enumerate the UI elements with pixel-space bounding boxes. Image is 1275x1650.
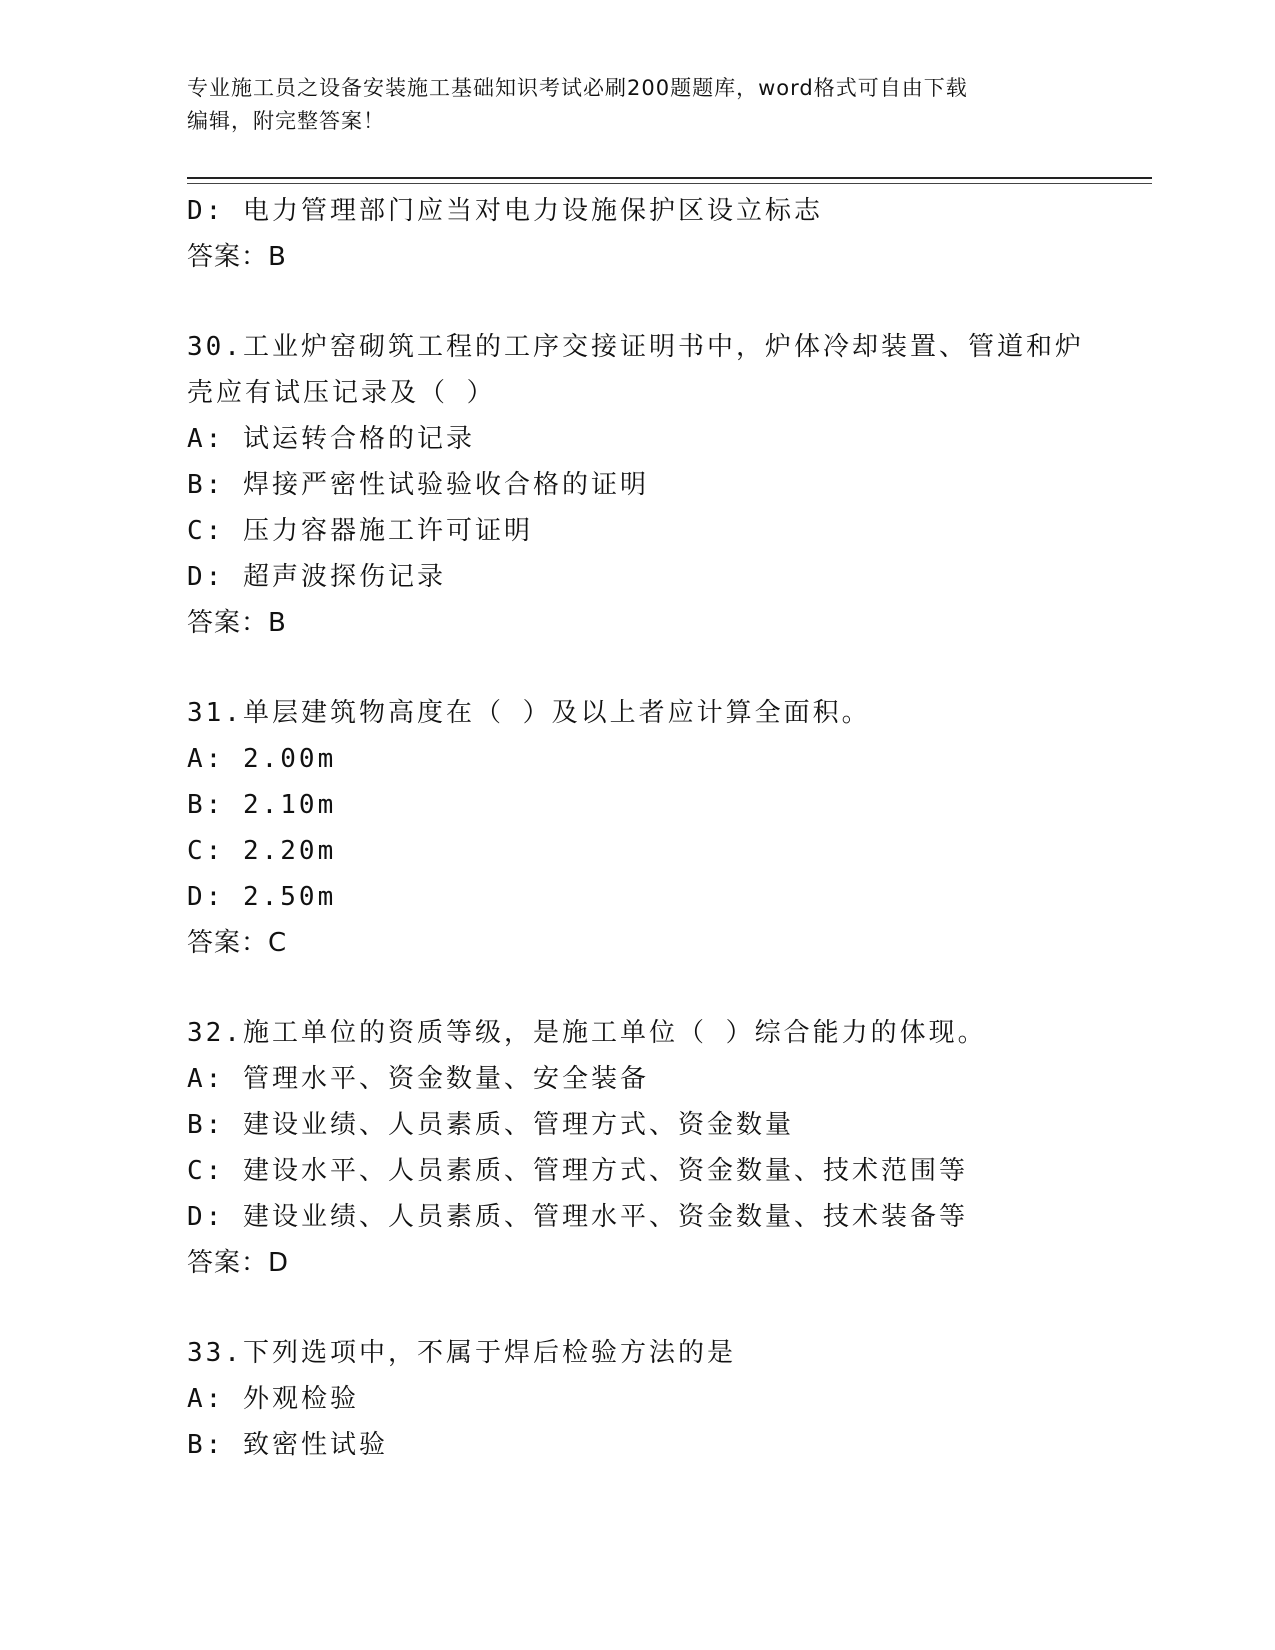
option-b: B: 2.10m bbox=[187, 790, 337, 820]
header-divider-thin bbox=[187, 183, 1152, 184]
option-d: D: 2.50m bbox=[187, 882, 337, 912]
question-stem: 33.下列选项中，不属于焊后检验方法的是 bbox=[187, 1338, 736, 1368]
spacer bbox=[187, 646, 1087, 690]
answer: 答案：B bbox=[187, 242, 287, 272]
option-d: D: 建设业绩、人员素质、管理水平、资金数量、技术装备等 bbox=[187, 1202, 968, 1232]
question-29 bbox=[187, 188, 1087, 280]
option-c: C: 压力容器施工许可证明 bbox=[187, 516, 533, 546]
option-a: A: 外观检验 bbox=[187, 1384, 359, 1414]
document-header bbox=[187, 72, 1067, 138]
question-31 bbox=[187, 690, 1087, 966]
option-d: D: 电力管理部门应当对电力设施保护区设立标志 bbox=[187, 196, 823, 226]
header-divider-thick bbox=[187, 177, 1152, 179]
option-a: A: 试运转合格的记录 bbox=[187, 424, 475, 454]
question-32 bbox=[187, 1010, 1087, 1286]
question-stem: 32.施工单位的资质等级，是施工单位（ ）综合能力的体现。 bbox=[187, 1018, 987, 1048]
answer: 答案：D bbox=[187, 1248, 290, 1278]
spacer bbox=[187, 280, 1087, 324]
option-c: C: 建设水平、人员素质、管理方式、资金数量、技术范围等 bbox=[187, 1156, 968, 1186]
question-30 bbox=[187, 324, 1087, 646]
option-a: A: 2.00m bbox=[187, 744, 337, 774]
answer: 答案：B bbox=[187, 608, 287, 638]
option-b: B: 焊接严密性试验验收合格的证明 bbox=[187, 470, 649, 500]
answer: 答案：C bbox=[187, 928, 288, 958]
header-title-line-2: 编辑，附完整答案！ bbox=[187, 109, 385, 133]
option-b: B: 致密性试验 bbox=[187, 1430, 388, 1460]
question-stem-continued: 壳应有试压记录及（ ） bbox=[187, 378, 496, 408]
spacer bbox=[187, 1286, 1087, 1330]
option-c: C: 2.20m bbox=[187, 836, 337, 866]
option-a: A: 管理水平、资金数量、安全装备 bbox=[187, 1064, 649, 1094]
option-b: B: 建设业绩、人员素质、管理方式、资金数量 bbox=[187, 1110, 794, 1140]
question-stem: 31.单层建筑物高度在（ ）及以上者应计算全面积。 bbox=[187, 698, 871, 728]
question-stem: 30.工业炉窑砌筑工程的工序交接证明书中，炉体冷却装置、管道和炉 bbox=[187, 332, 1084, 362]
spacer bbox=[187, 966, 1087, 1010]
option-d: D: 超声波探伤记录 bbox=[187, 562, 446, 592]
question-list bbox=[187, 188, 1087, 1468]
question-33 bbox=[187, 1330, 1087, 1468]
header-title-line-1: 专业施工员之设备安装施工基础知识考试必刷200题题库，word格式可自由下载 bbox=[187, 76, 968, 100]
